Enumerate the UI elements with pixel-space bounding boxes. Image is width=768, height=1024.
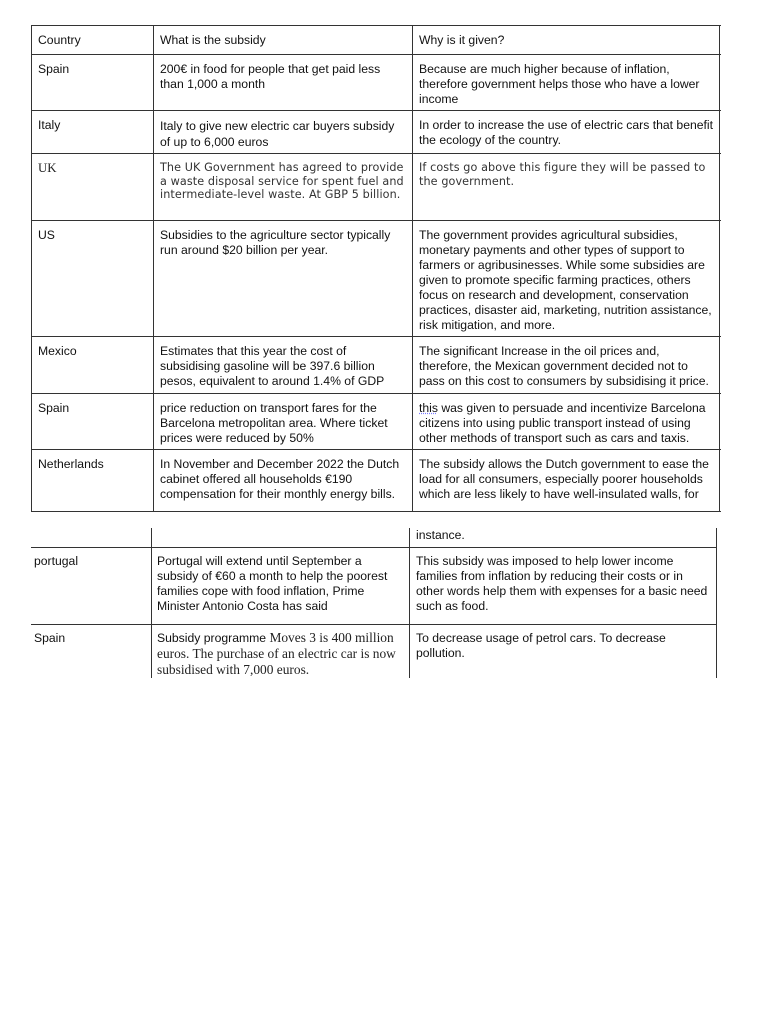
- subsidy-detail: Moves 3 is 400 million euros. The purchase of an electric car is now subsidised with 7,000 euros.: [157, 630, 396, 677]
- subsidy-table: [31, 25, 721, 512]
- table-row: [32, 394, 721, 450]
- cell-country: Spain: [32, 55, 154, 110]
- cell-reason: The significant Increase in the oil prices and, therefore, the Mexican government decided not to pass on this cost to consumers by subsidising it price.: [413, 337, 720, 393]
- cell-country: Mexico: [32, 337, 154, 393]
- table-row: [32, 450, 721, 512]
- cell-country: Spain: [34, 631, 66, 645]
- cell-subsidy: [157, 630, 409, 678]
- cell-subsidy: Subsidies to the agriculture sector typically run around $20 billion per year.: [154, 221, 413, 336]
- table-row: [32, 154, 721, 221]
- cell-reason: To decrease usage of petrol cars. To decrease pollution.: [416, 631, 666, 660]
- cell-country: portugal: [34, 554, 79, 568]
- cell-subsidy: In November and December 2022 the Dutch cabinet offered all households €190 compensation for their monthly energy bills.: [154, 450, 413, 511]
- cell-reason: This subsidy was imposed to help lower income families from inflation by reducing their costs or in other words help them with expenses for a basic need such as food.: [416, 554, 708, 613]
- cell-country: Netherlands: [32, 450, 154, 511]
- continuation-text: instance.: [416, 528, 465, 542]
- cell-subsidy: Portugal will extend until September a subsidy of €60 a month to help the poorest families cope with food inflation, Prime Minister Antonio Costa has said: [157, 554, 388, 613]
- table-row: [32, 221, 721, 337]
- cell-reason: If costs go above this figure they will be passed to the government.: [413, 154, 720, 220]
- cell-subsidy: Italy to give new electric car buyers subsidy of up to 6,000 euros: [154, 111, 413, 153]
- cell-reason: The government provides agricultural subsidies, monetary payments and other types of support to farmers or agribusinesses. While some subsidies are given to promote specific farming practices, others focus on research and development, conservation practices, disaster aid, marketing, nutrition assistance, risk mitigation, and more.: [413, 221, 720, 336]
- table-header-row: [32, 26, 721, 55]
- cell-country: Italy: [32, 111, 154, 153]
- table-row: [32, 337, 721, 394]
- cell-reason: In order to increase the use of electric cars that benefit the ecology of the country.: [413, 111, 720, 153]
- cell-subsidy: The UK Government has agreed to provide a waste disposal service for spent fuel and intermediate-level waste. At GBP 5 billion.: [154, 154, 413, 220]
- cell-reason: [413, 394, 720, 449]
- cell-subsidy: price reduction on transport fares for the Barcelona metropolitan area. Where ticket prices were reduced by 50%: [154, 394, 413, 449]
- cell-subsidy: Estimates that this year the cost of subsidising gasoline will be 397.6 billion pesos, equivalent to around 1.4% of GDP: [154, 337, 413, 393]
- reason-text: was given to persuade and incentivize Barcelona citizens into using public transport instead of using other methods of transport such as cars and taxis.: [419, 401, 706, 445]
- table-row: [32, 111, 721, 154]
- subsidy-table-continued: [31, 528, 717, 678]
- cell-country: UK: [32, 154, 154, 220]
- cell-country: Spain: [32, 394, 154, 449]
- spellcheck-word: this: [419, 401, 438, 415]
- cell-country: US: [32, 221, 154, 336]
- cell-reason: The subsidy allows the Dutch government to ease the load for all consumers, especially poorer households which are less likely to have well-insulated walls, for: [413, 450, 720, 511]
- table-row: [31, 548, 717, 624]
- table-row: [31, 625, 717, 678]
- table-row: [32, 55, 721, 111]
- subsidy-lead: Subsidy programme: [157, 631, 270, 645]
- header-country: Country: [32, 26, 154, 54]
- header-reason: Why is it given?: [413, 26, 720, 54]
- cell-subsidy: 200€ in food for people that get paid less than 1,000 a month: [154, 55, 413, 110]
- cell-reason: Because are much higher because of inflation, therefore government helps those who have a lower income: [413, 55, 720, 110]
- header-subsidy: What is the subsidy: [154, 26, 413, 54]
